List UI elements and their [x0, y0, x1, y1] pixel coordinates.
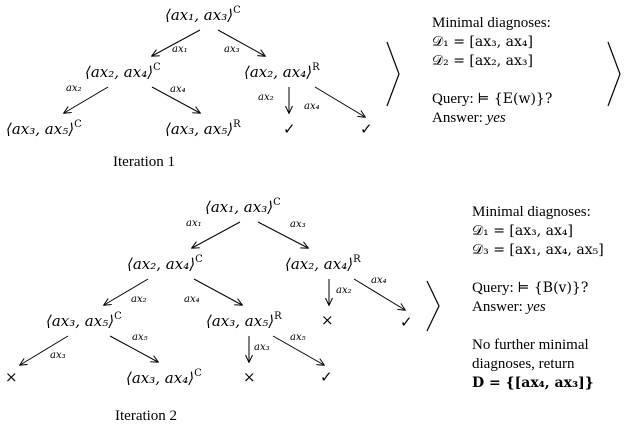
edge-label-1-ax2: ax₂ [66, 83, 82, 94]
edge-label-1-ax3: ax₃ [224, 44, 240, 55]
panel-2-query-label: Query: [472, 280, 514, 296]
node-1-root: ⟨ax₁, ax₃⟩$^C$ [165, 5, 241, 24]
edge-label-2-ll-ax5: ax₅ [132, 332, 148, 343]
cross-mark-2a: × [5, 368, 18, 386]
iteration-1-caption: Iteration 1 [113, 154, 176, 170]
edge-label-2-right-ax2: ax₂ [336, 285, 352, 296]
panel-bracket-1-left [387, 42, 399, 106]
node-1-left-left: ⟨ax₃, ax₅⟩$^C$ [6, 119, 82, 138]
panel-2-query-value: ⊨ {B(v)}? [517, 280, 589, 296]
node-2-ll-right: ⟨ax₃, ax₄⟩$^C$ [126, 368, 202, 387]
panel-1-answer [432, 109, 552, 128]
panel-1-query-label: Query: [432, 91, 474, 107]
edge-label-2-ax4: ax₄ [184, 294, 200, 305]
panel-2-conclusion-line-1: No further minimal [472, 337, 589, 353]
panel-1-heading: Minimal diagnoses: [432, 15, 551, 31]
node-2-right: ⟨ax₂, ax₄⟩$^R$ [285, 254, 361, 273]
iteration-2-tree [5, 197, 439, 424]
panel-2-answer [472, 298, 604, 317]
edge-label-2-lr-ax5: ax₅ [290, 332, 306, 343]
edge-label-2-ax2: ax₂ [131, 294, 147, 305]
edge-label-2-right-ax4: ax₄ [371, 275, 387, 286]
edge-label-1-right-ax4: ax₄ [304, 101, 320, 112]
node-1-left-right: ⟨ax₃, ax₅⟩$^R$ [165, 119, 241, 138]
panel-1-diagnosis-2: 𝒟₂ = [ax₂, ax₃] [432, 53, 533, 69]
node-1-left: ⟨ax₂, ax₄⟩$^C$ [85, 62, 161, 81]
check-mark-2a: ✓ [400, 313, 413, 331]
edge-label-1-ax1: ax₁ [172, 44, 188, 55]
cross-mark-2c: × [243, 368, 256, 386]
node-2-left-right: ⟨ax₃, ax₅⟩$^R$ [206, 311, 282, 330]
check-mark-1b: ✓ [360, 120, 373, 138]
cross-mark-2b: × [321, 311, 334, 329]
edge-label-1-right-ax2: ax₂ [258, 92, 274, 103]
panel-bracket-2 [427, 281, 439, 331]
node-1-right: ⟨ax₂, ax₄⟩$^R$ [244, 62, 320, 81]
panel-2-diagnosis-3: 𝒟₃ = [ax₁, ax₄, ax₅] [472, 242, 604, 258]
panel-2-result: D = {[ax₄, ax₃]} [472, 375, 594, 391]
node-2-root: ⟨ax₁, ax₃⟩$^C$ [205, 197, 281, 216]
edge-label-2-lr-ax3: ax₃ [254, 342, 270, 353]
panel-2-heading: Minimal diagnoses: [472, 204, 591, 220]
iteration-1-panel [432, 14, 552, 128]
node-2-left: ⟨ax₂, ax₄⟩$^C$ [127, 254, 203, 273]
check-mark-1a: ✓ [283, 120, 296, 138]
edge-2-left-right [194, 279, 242, 305]
panel-2-query [472, 279, 604, 298]
panel-2-answer-value: yes [526, 299, 546, 315]
edge-label-1-ax4: ax₄ [170, 84, 186, 95]
check-mark-2b: ✓ [320, 368, 333, 386]
panel-1-answer-label: Answer: [432, 110, 483, 126]
panel-2-diagnosis-1: 𝒟₁ = [ax₃, ax₄] [472, 223, 573, 239]
panel-1-answer-value: yes [486, 110, 506, 126]
panel-1-diagnosis-1: 𝒟₁ = [ax₃, ax₄] [432, 34, 533, 50]
edge-label-2-ax3: ax₃ [290, 219, 306, 230]
panel-bracket-1-right [608, 42, 620, 106]
node-2-left-left: ⟨ax₃, ax₅⟩$^C$ [46, 311, 122, 330]
panel-1-query-value: ⊨ {E(w)}? [477, 91, 553, 107]
edge-1-right-right [315, 87, 365, 117]
iteration-2-panel [472, 203, 604, 393]
edge-label-2-ax1: ax₁ [186, 218, 202, 229]
panel-2-answer-label: Answer: [472, 299, 523, 315]
panel-1-query [432, 90, 552, 109]
edge-label-2-ll-ax3: ax₃ [50, 350, 66, 361]
iteration-2-caption: Iteration 2 [115, 408, 178, 424]
panel-2-conclusion-line-2: diagnoses, return [472, 356, 575, 372]
